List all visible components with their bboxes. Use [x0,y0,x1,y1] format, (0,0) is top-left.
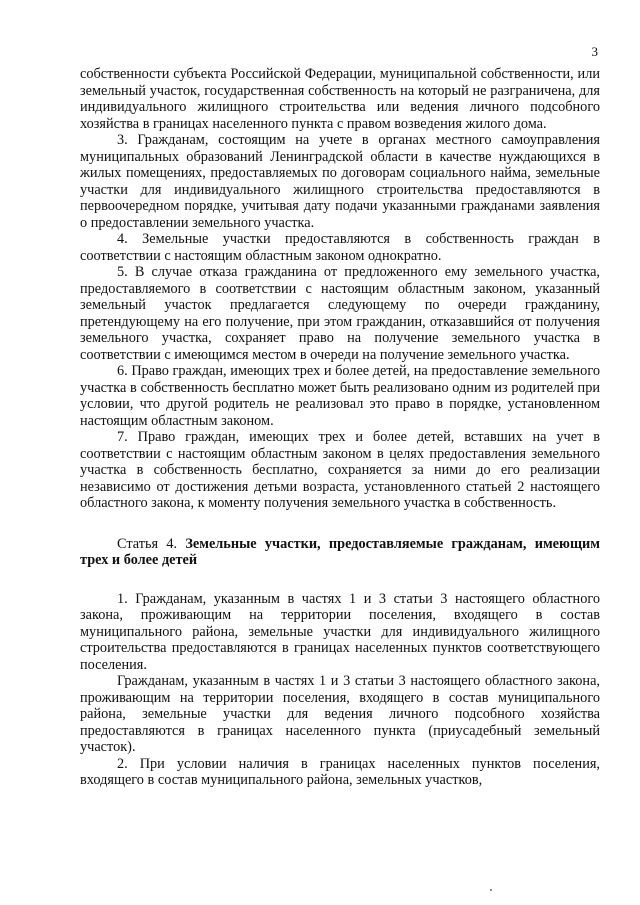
page-number: 3 [591,44,598,59]
article-4-paragraph-1: 1. Гражданам, указанным в частях 1 и 3 статьи 3 настоящего областного закона, проживающим на территории поселения, входящего в состав муниципального района, земельные участки для индивидуального жилищного строительства предоставляются в границах населенных пунктов соответствующего поселения. [80,590,600,673]
article-4-paragraph-2: 2. При условии наличия в границах населенных пунктов поселения, входящего в состав муниципального района, земельных участков, [80,755,600,788]
paragraph-continuation: собственности субъекта Российской Федерации, муниципальной собственности, или земельный участок, государственная собственность на который не разграничена, для индивидуального жилищного строительства или ведения личного подсобного хозяйства в границах населенного пункта с правом возведения жилого дома. [80,66,600,132]
article-label: Статья 4. [117,535,186,552]
article-heading [80,536,600,569]
article-title: Земельные участки, предоставляемые гражданам, имеющим трех и более детей [80,535,600,568]
paragraph-part-7: 7. Право граждан, имеющих трех и более детей, вставших на учет в соответствии с настоящим областным законом в целях предоставления земельного участка в собственность бесплатно, сохраняется за ними до его реализации независимо от достижения детьми возраста, установленного статьей 2 настоящего областного закона, к моменту получения земельного участка в собственность. [80,429,600,511]
document-body [80,66,600,789]
paragraph-part-3: 3. Гражданам, состоящим на учете в органах местного самоуправления муниципальных образований Ленинградской области в качестве нуждающихся в жилых помещениях, предоставляемых по договорам социального найма, земельные участки для индивидуального жилищного строительства предоставляются в первоочередном порядке, учитывая дату подачи указанными гражданами заявления о предоставлении земельного участка. [80,132,600,231]
paragraph-part-4: 4. Земельные участки предоставляются в собственность граждан в соответствии с настоящим областным законом однократно. [80,231,600,264]
paragraph-part-6: 6. Право граждан, имеющих трех и более детей, на предоставление земельного участка в собственность бесплатно может быть реализовано одним из родителей при условии, что другой родитель не реализовал это право в порядке, установленном настоящим областным законом. [80,363,600,429]
scan-speck [490,889,492,891]
paragraph-part-5: 5. В случае отказа гражданина от предложенного ему земельного участка, предоставляемого в соответствии с настоящим областным законом, указанный земельный участок предлагается следующему по очереди гражданину, претендующему на его получение, при этом гражданин, отказавшийся от получения земельного участка, сохраняет право на получение земельного участка в соответствии с имеющимся местом в очереди на получение земельного участка. [80,264,600,363]
article-4-paragraph-1-second: Гражданам, указанным в частях 1 и 3 статьи 3 настоящего областного закона, проживающим на территории поселения, входящего в состав муниципального района, земельные участки для ведения личного подсобного хозяйства предоставляются в границах населенного пункта (приусадебный земельный участок). [80,673,600,755]
